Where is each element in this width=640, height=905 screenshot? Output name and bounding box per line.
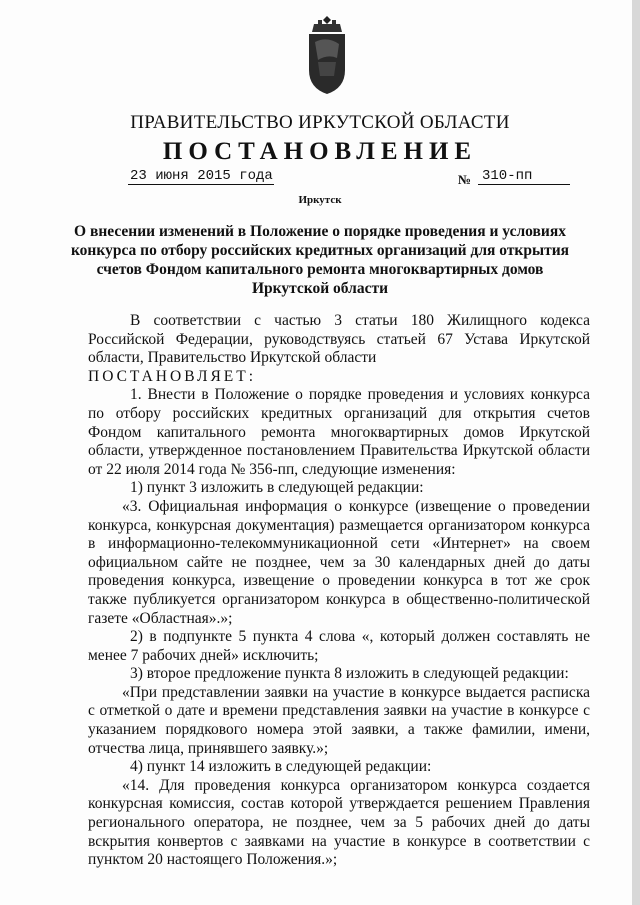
organization-name: ПРАВИТЕЛЬСТВО ИРКУТСКОЙ ОБЛАСТИ [130,112,510,133]
quote-4-paragraph: «14. Для проведения конкурса организатором конкурса создается конкурсная комиссия, состав которой утверждается решением Правления регионального оператора, не позднее, чем за 5 рабочих дней до даты вскрытия конвертов с заявками на участие в конкурсе в соответствии с пунктом 20 настоящего Положения.»; [88,776,590,869]
page-edge-shadow [632,0,640,905]
document-title: О внесении изменений в Положение о порядке проведения и условиях конкурса по отбору российских кредитных организаций для открытия счетов Фондом капитального ремонта многоквартирных домов Иркутской области [70,223,570,297]
number-label: № [458,172,472,187]
document-date: 23 июня 2015 года [130,168,273,184]
subitem-2-paragraph: 2) в подпункте 5 пункта 4 слова «, который должен составлять не менее 7 рабочих дней» исключить; [88,628,590,664]
preamble-paragraph: В соответствии с частью 3 статьи 180 Жилищного кодекса Российской Федерации, руководствуясь статьей 67 Устава Иркутской области, Правительство Иркутской области [88,312,590,367]
decree-heading: ПОСТАНОВЛЯЕТ: [88,367,257,385]
document-type: ПОСТАНОВЛЕНИЕ [162,138,478,165]
subitem-3-paragraph: 3) второе предложение пункта 8 изложить в следующей редакции: [130,665,569,683]
city-name: Иркутск [298,194,342,206]
document-number: 310-пп [478,168,570,185]
coat-of-arms-icon [306,14,348,96]
subitem-1-paragraph: 1) пункт 3 изложить в следующей редакции: [130,479,424,497]
quote-1-paragraph: «3. Официальная информация о конкурсе (извещение о проведении конкурса, конкурсная документация) размещается организатором конкурса в информационно-телекоммуникационной сети «Интернет» на своем официальном сайте не позднее, чем за 30 календарных дней до даты проведения конкурса, извещение о проведении конкурса в тот же срок также публикуется организатором конкурса в общественно-политической газете «Областная».»; [88,497,590,627]
quote-3-paragraph: «При представлении заявки на участие в конкурсе выдается расписка с отметкой о дате и времени представления заявки на участие в конкурсе с указанием порядкового номера этой заявки, а также фамилии, имени, отчества лица, принявшего заявку.»; [88,683,590,757]
item-1-paragraph: 1. Внести в Положение о порядке проведения и условиях конкурса по отбору российских кредитных организаций для открытия счетов Фондом капитального ремонта многоквартирных домов Иркутской области, утвержденное постановлением Правительства Иркутской области от 22 июля 2014 года № 356-пп, следующие изменения: [88,386,590,478]
document-body [88,312,590,870]
subitem-4-paragraph: 4) пункт 14 изложить в следующей редакции: [130,758,432,776]
